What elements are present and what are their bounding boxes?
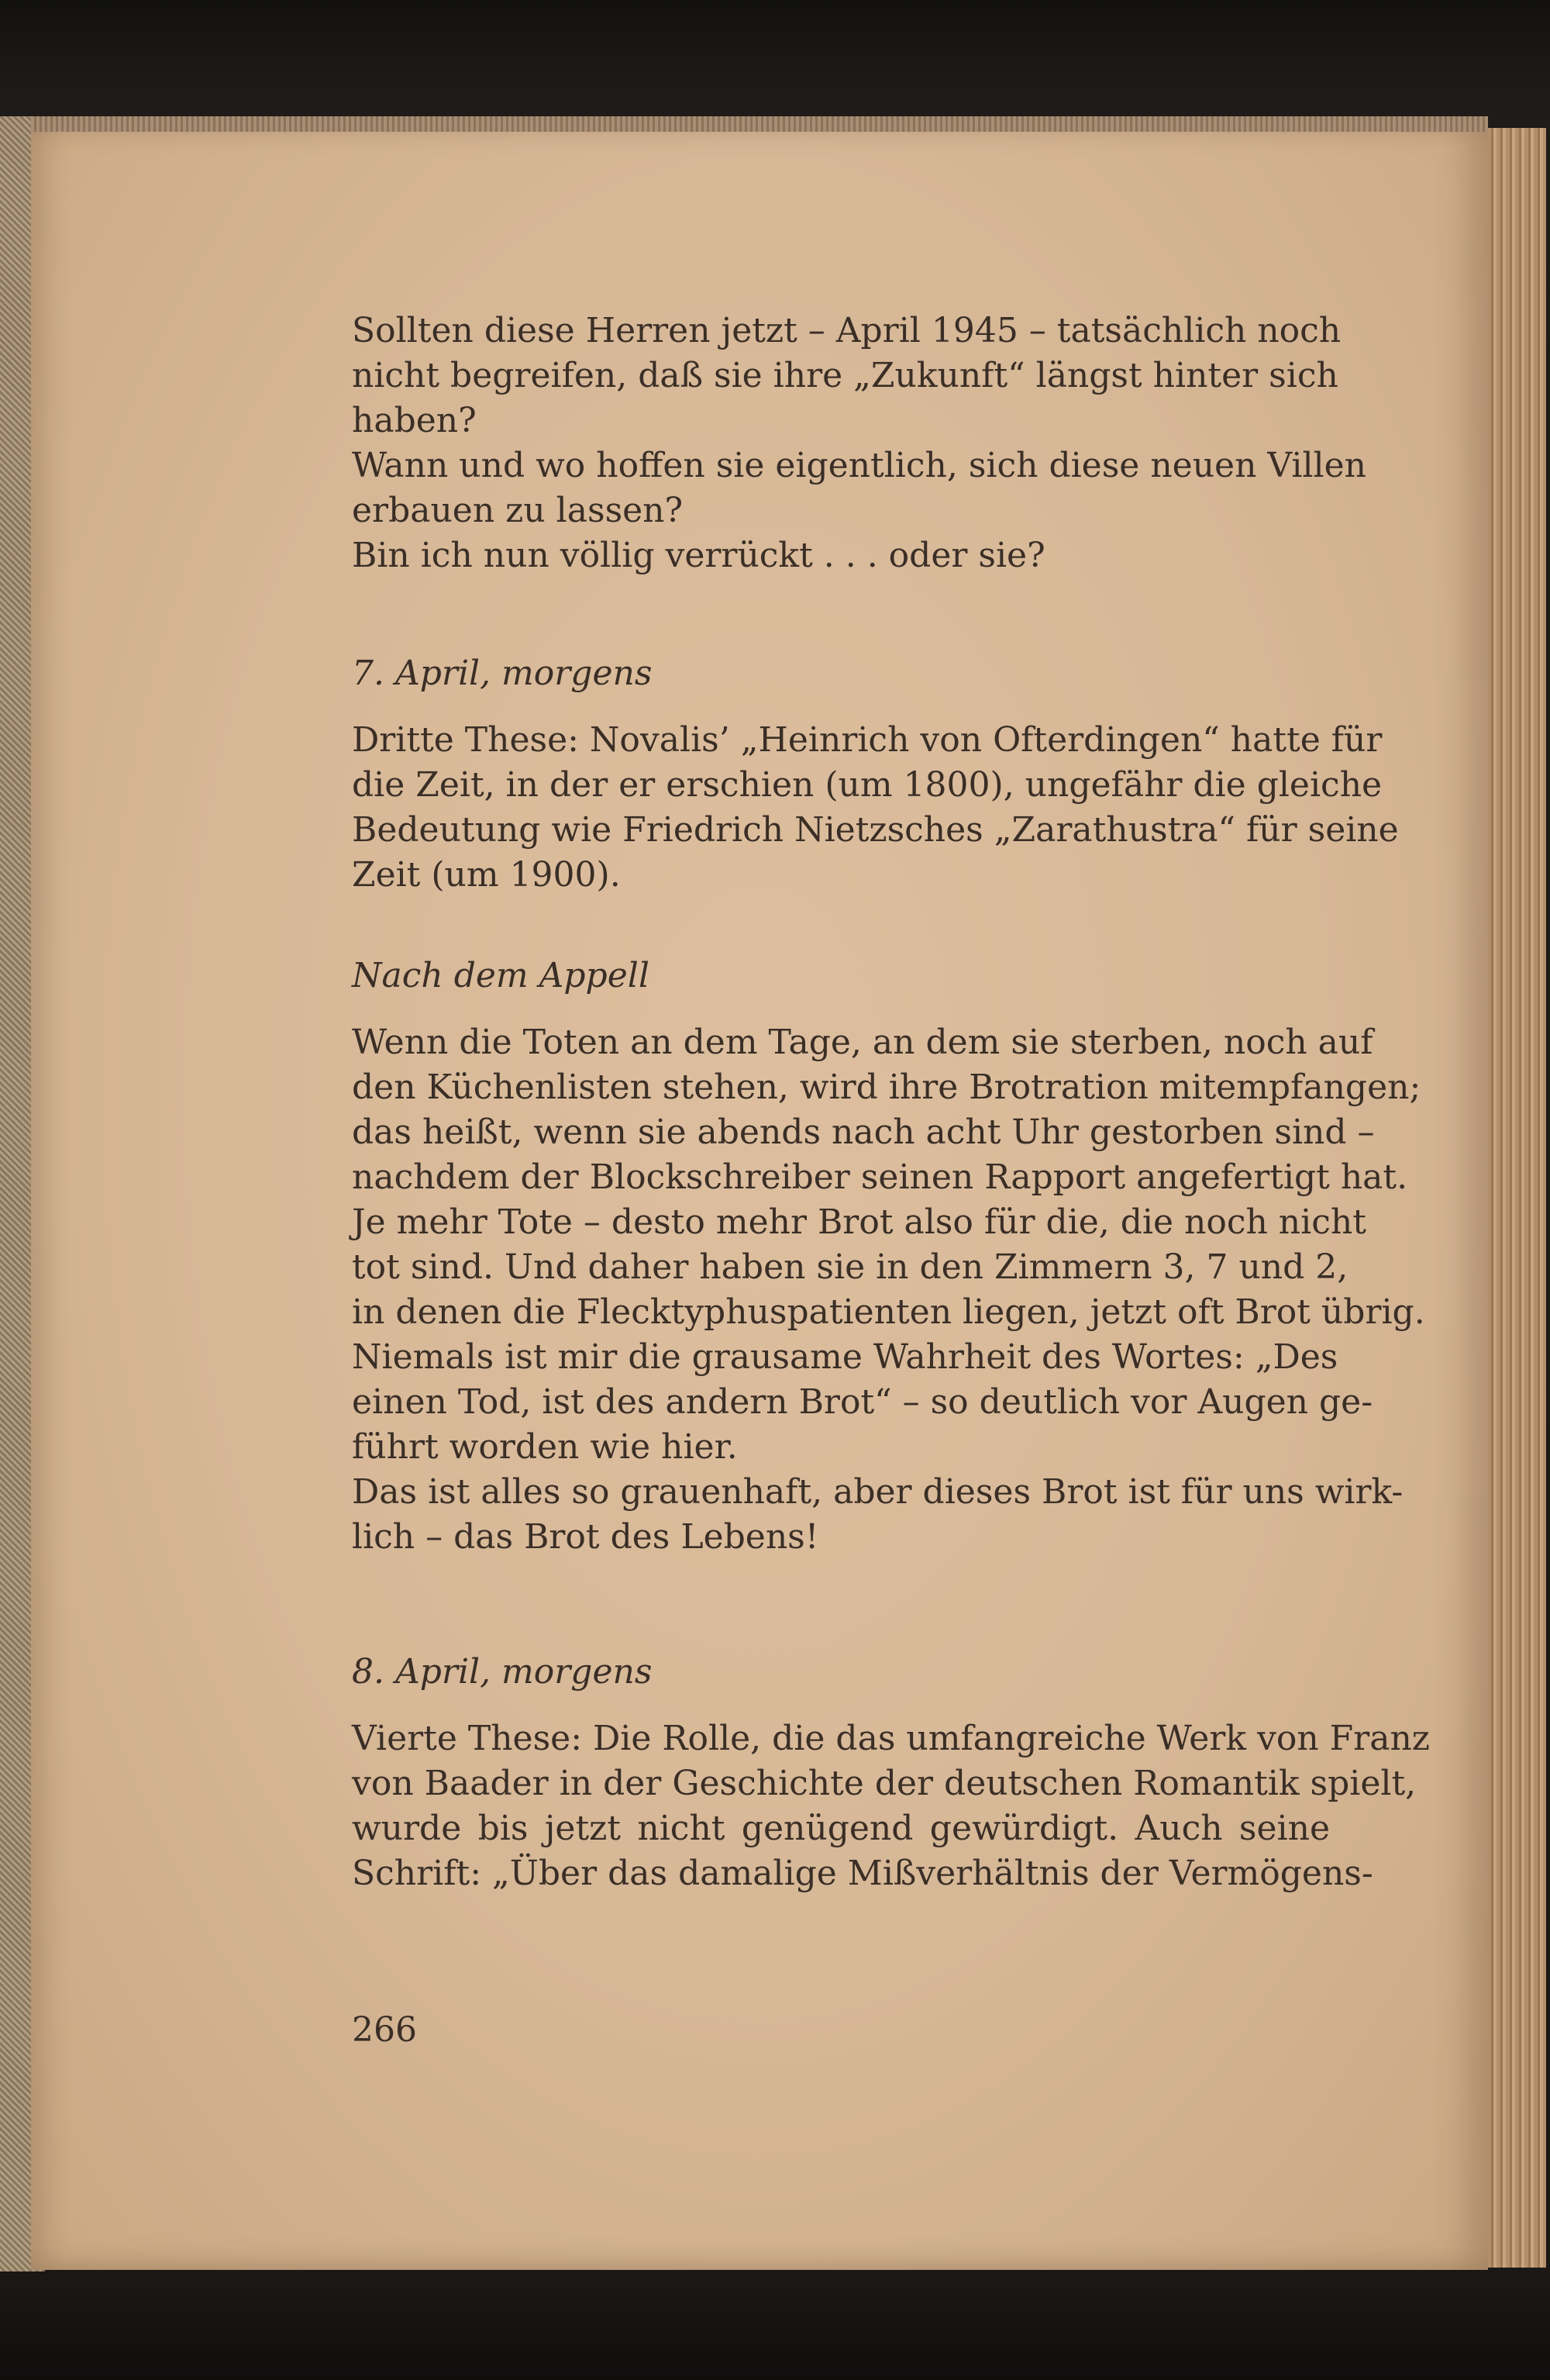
page-top-edge [31,116,1488,132]
entry-heading-april-7: 7. April, morgens [352,654,653,693]
text-line: einen Tod, ist des andern Brot“ – so deutlich vor Augen ge- [352,1382,1373,1422]
text-line: Je mehr Tote – desto mehr Brot also für die, die noch nicht [352,1202,1366,1242]
text-line: Bedeutung wie Friedrich Nietzsches „Zarathustra“ für seine [352,810,1399,850]
text-line: Schrift: „Über das damalige Mißverhältnis der Vermögens- [352,1854,1373,1893]
text-line: die Zeit, in der er erschien (um 1800), ungefähr die gleiche [352,765,1383,805]
text-line: nachdem der Blockschreiber seinen Rapport angefertigt hat. [352,1157,1408,1197]
entry-heading-april-8: 8. April, morgens [352,1652,653,1692]
text-line: haben? [352,401,477,440]
text-line: Vierte These: Die Rolle, die das umfangreiche Werk von Franz [352,1719,1430,1758]
text-line: Wenn die Toten an dem Tage, an dem sie sterben, noch auf [352,1023,1373,1062]
text-line: Zeit (um 1900). [352,855,621,895]
text-line: führt worden wie hier. [352,1427,738,1467]
text-line: nicht begreifen, daß sie ihre „Zukunft“ längst hinter sich [352,356,1338,395]
text-line: wurde bis jetzt nicht genügend gewürdigt. Auch seine [352,1809,1330,1848]
page-text [352,309,1430,1896]
text-line: den Küchenlisten stehen, wird ihre Brotration mitempfangen; [352,1068,1421,1107]
text-line: Niemals ist mir die grausame Wahrheit des Wortes: „Des [352,1337,1338,1377]
text-line: tot sind. Und daher haben sie in den Zimmern 3, 7 und 2, [352,1247,1348,1287]
page-number: 266 [352,2010,417,2050]
text-line: von Baader in der Geschichte der deutschen Romantik spielt, [352,1764,1417,1803]
entry-heading-nach-dem-appell: Nach dem Appell [352,956,649,995]
text-line: Dritte These: Novalis’ „Heinrich von Ofterdingen“ hatte für [352,720,1383,760]
text-line: Das ist alles so grauenhaft, aber dieses Brot ist für uns wirk- [352,1472,1404,1512]
text-line: das heißt, wenn sie abends nach acht Uhr gestorben sind – [352,1112,1375,1152]
text-line: Bin ich nun völlig verrückt . . . oder sie? [352,536,1045,575]
text-line: erbauen zu lassen? [352,491,684,530]
text-line: in denen die Flecktyphuspatienten liegen, jetzt oft Brot übrig. [352,1292,1425,1332]
text-line: lich – das Brot des Lebens! [352,1517,819,1557]
text-line: Sollten diese Herren jetzt – April 1945 – tatsächlich noch [352,311,1342,350]
text-line: Wann und wo hoffen sie eigentlich, sich diese neuen Villen [352,446,1366,485]
